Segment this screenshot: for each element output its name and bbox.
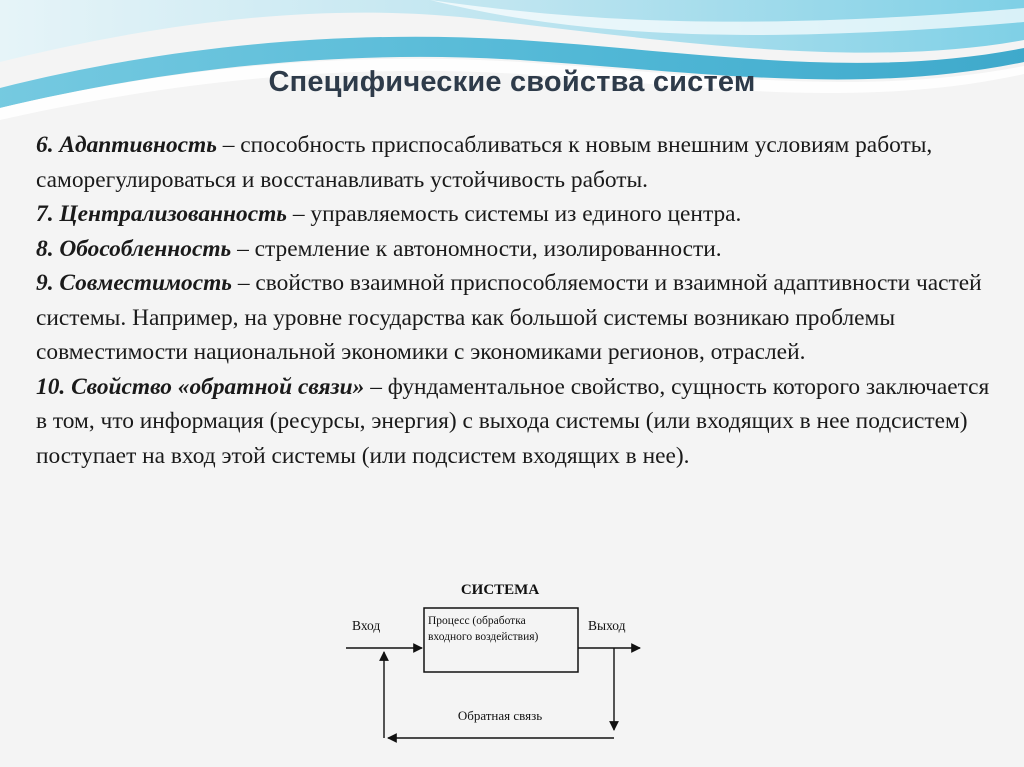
- property-term: 6. Адаптивность: [36, 132, 217, 158]
- property-description: – стремление к автономности, изолированности.: [231, 235, 722, 262]
- property-term: 10. Свойство «обратной связи»: [36, 373, 365, 400]
- property-item-centralization: [36, 197, 996, 232]
- property-item-feedback: [36, 370, 996, 474]
- feedback-diagram: [340, 578, 660, 750]
- process-label-line2: входного воздействия): [428, 631, 539, 643]
- property-item-adaptivity: [36, 128, 996, 197]
- header-wave-decoration: [0, 0, 1024, 130]
- diagram-title: СИСТЕМА: [460, 582, 540, 598]
- property-item-isolation: [36, 232, 996, 267]
- input-label: Вход: [352, 618, 381, 633]
- feedback-label: Обратная связь: [457, 708, 543, 723]
- slide-title: Специфические свойства систем: [268, 66, 756, 98]
- property-description: – фундаментальное свойство, сущность которого заключается в том, что информация (ресурсы, энергия) с выхода системы (или входящих в нее подсистем) поступает на вход этой системы (или подсистем входящих в нее).: [36, 373, 990, 469]
- property-description: – способность приспосабливаться к новым внешним условиям работы, саморегулироваться и восстанавливать устойчивость работы.: [36, 132, 933, 193]
- output-label: Выход: [588, 618, 626, 633]
- property-term: 7. Централизованность: [36, 201, 287, 227]
- property-description: – свойство взаимной приспособляемости и взаимной адаптивности частей системы. Например, на уровне государства как большой системы возникаю проблемы совместимости национальной экономики с экономиками регионов, отраслей.: [36, 270, 982, 365]
- properties-list: [36, 128, 996, 473]
- property-description: – управляемость системы из единого центра.: [286, 201, 742, 227]
- property-term: 9. Совместимость: [36, 270, 232, 296]
- process-label-line1: Процесс (обработка: [428, 615, 526, 627]
- property-item-compatibility: [36, 266, 996, 370]
- property-term: 8. Обособленность: [36, 235, 232, 262]
